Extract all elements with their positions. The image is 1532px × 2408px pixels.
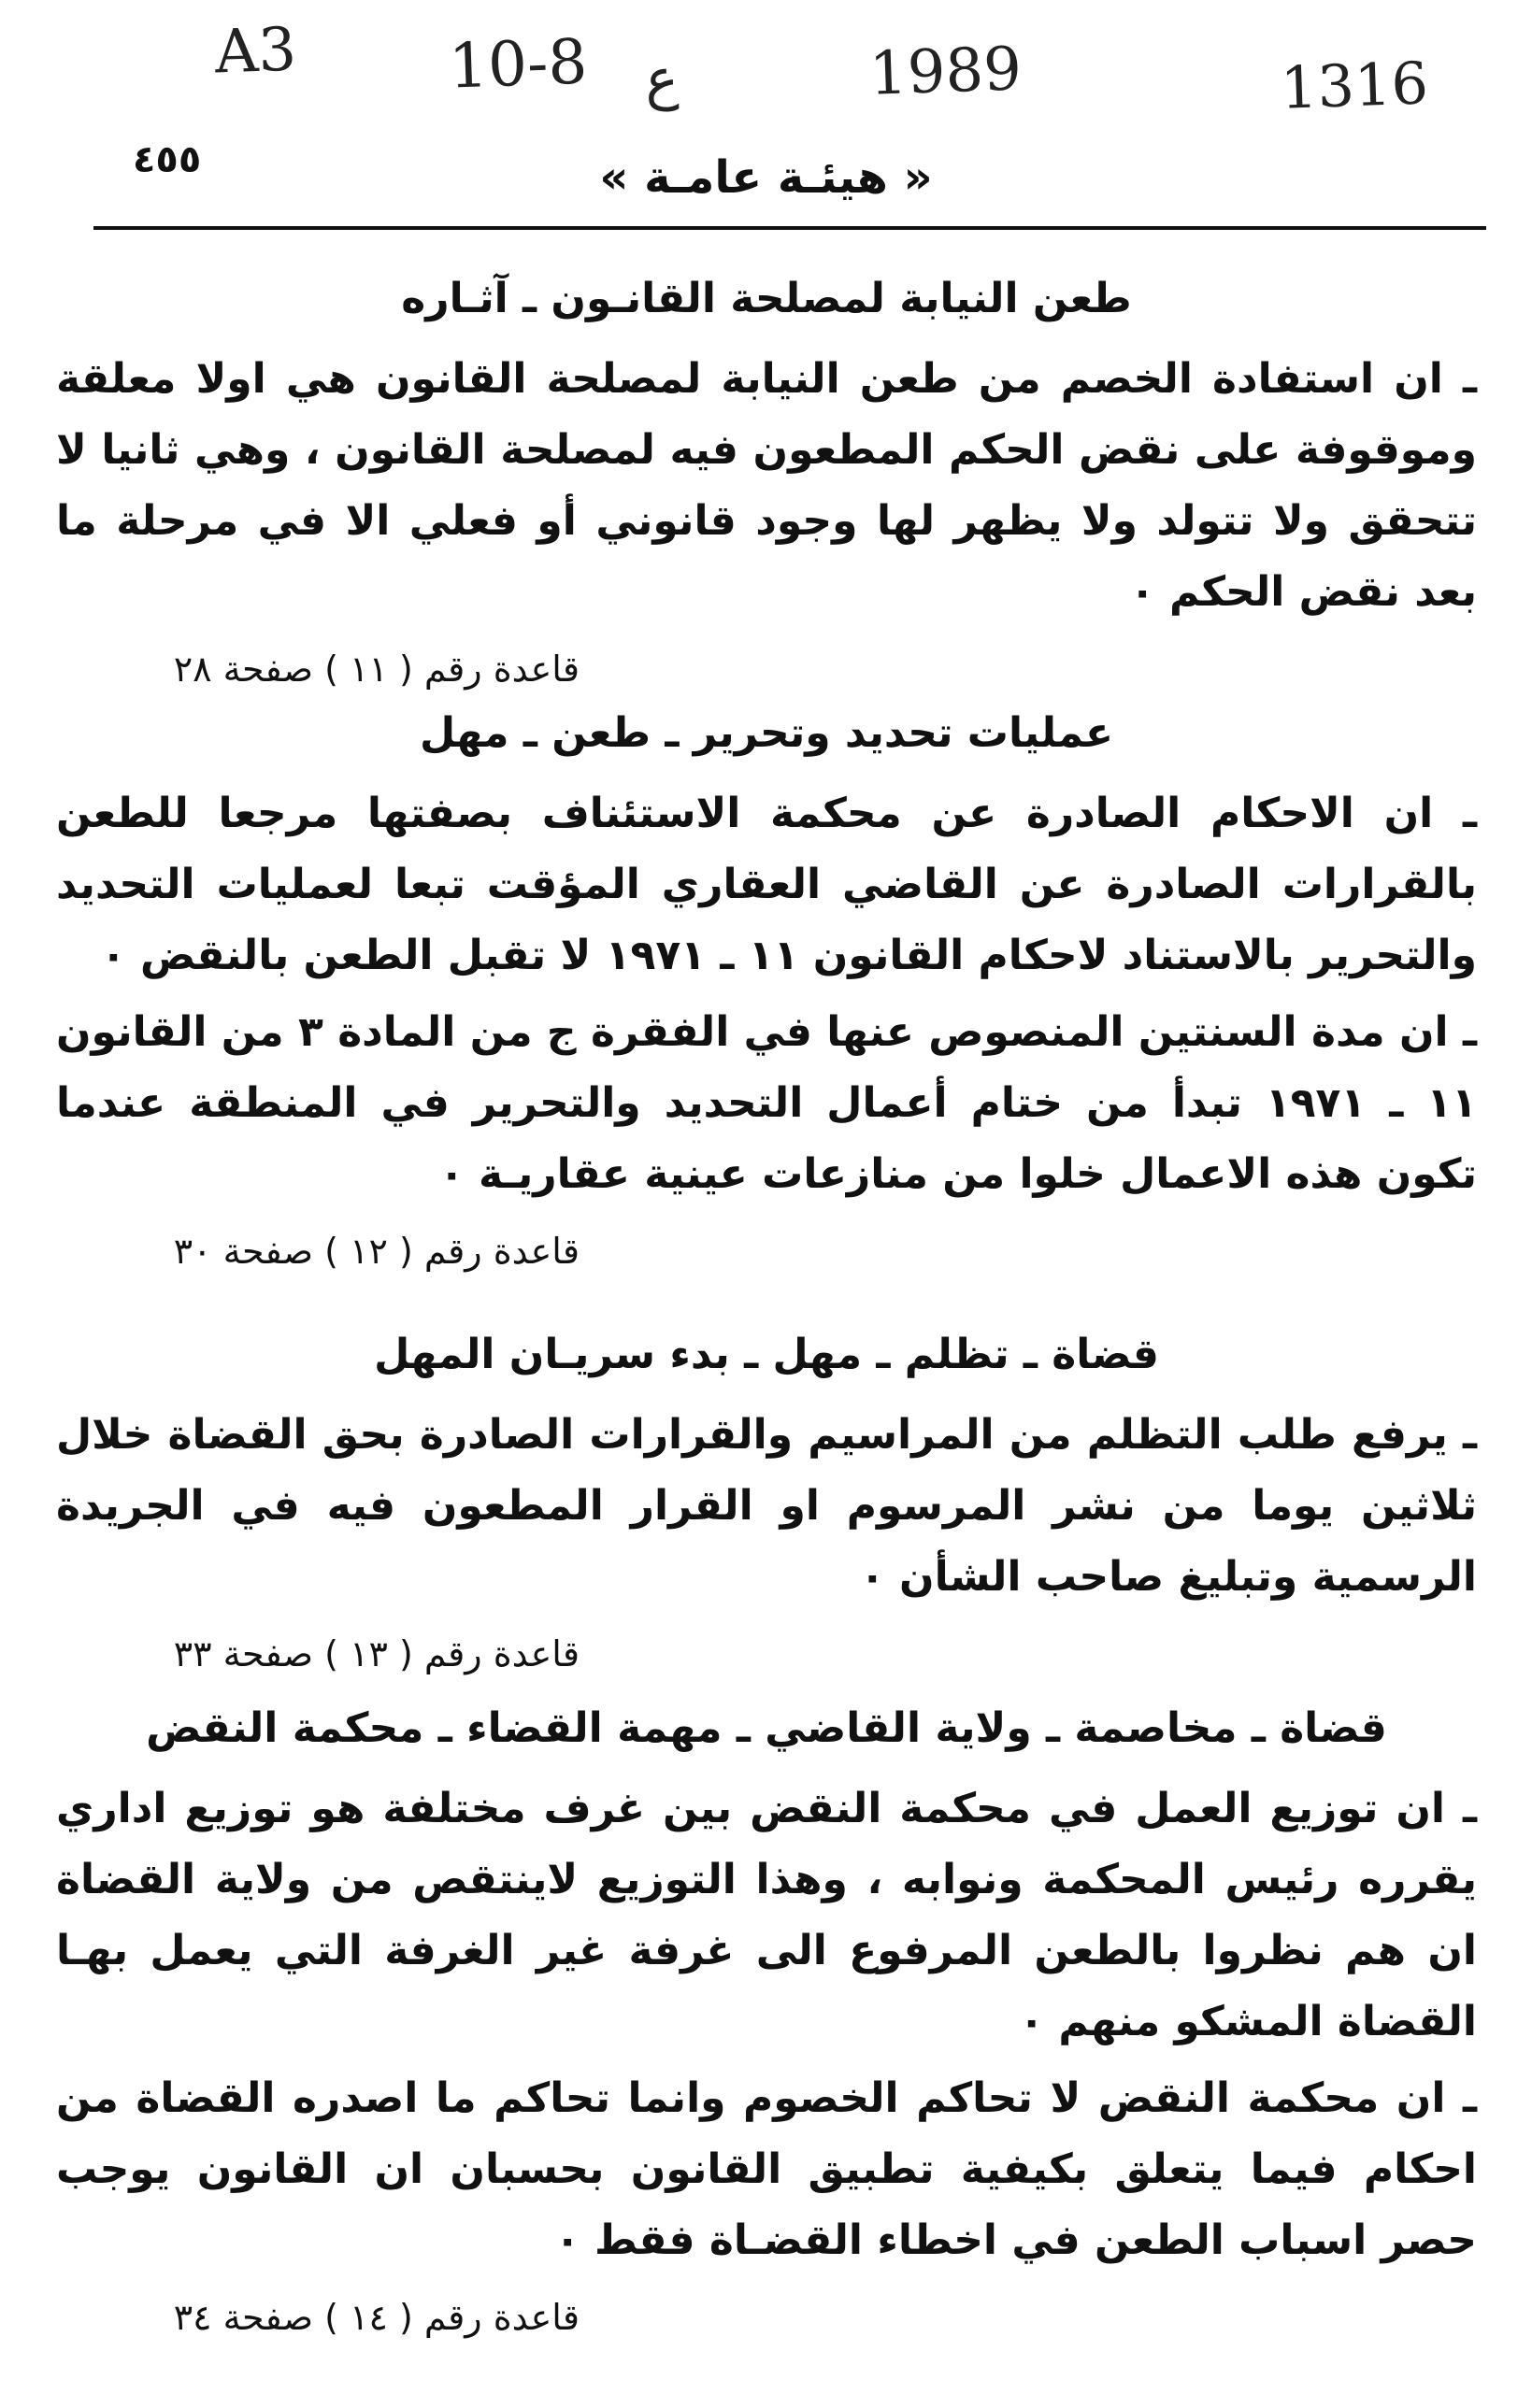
handwritten-year: 1989 (867, 35, 1024, 109)
ruling-2 (56, 705, 1477, 1279)
ruling-reference: قاعدة رقم ( ١٣ ) صفحة ٣٣ (173, 1633, 580, 1674)
header-divider (93, 226, 1486, 230)
ruling-title: قضاة ـ مخاصمة ـ ولاية القاضي ـ مهمة القضاء ـ محكمة النقض (146, 1704, 1387, 1752)
ruling-paragraph: ـ ان محكمة النقض لا تحاكم الخصوم وانما تحاكم ما اصدره القضاة من احكام فيما يتعلق بكيفية تطبيق القانون بحسبان ان القانون يوجب حصر اسباب الطعن في اخطاء القضـاة فقط ٠ (56, 2074, 1477, 2264)
ruling-title: عمليات تحديد وتحرير ـ طعن ـ مهل (419, 709, 1114, 757)
ruling-title: طعن النيابة لمصلحة القانـون ـ آثـاره (401, 275, 1132, 322)
ruling-paragraph: ـ ان مدة السنتين المنصوص عنها في الفقرة ج من المادة ٣ من القانون ١١ ـ ١٩٧١ تبدأ من ختام أعمال التحديد والتحرير في المنطقة عندما تكون هذه الاعمال خلوا من منازعات عينية عقاريـة ٠ (56, 1008, 1477, 1198)
ruling-paragraph: ـ يرفع طلب التظلم من المراسيم والقرارات الصادرة بحق القضاة خلال ثلاثين يوما من نشر المرسوم او القرار المطعون فيه في الجريدة الرسمية وتبليغ صاحب الشأن ٠ (56, 1411, 1477, 1601)
handwritten-number: 1316 (1279, 49, 1430, 122)
ruling-paragraph: ـ ان توزيع العمل في محكمة النقض بين غرف مختلفة هو توزيع اداري يقرره رئيس المحكمة ونوابه ، وهذا التوزيع لاينتقص من ولاية القضاة ان هم نظروا بالطعن المرفوع الى غرفة غير الغرفة التي يعمل بهـا القضاة المشكو منهم ٠ (56, 1785, 1477, 2045)
ruling-reference: قاعدة رقم ( ١٤ ) صفحة ٣٤ (173, 2297, 580, 2338)
handwritten-date: 10-8 (447, 25, 589, 103)
ruling-title: قضاة ـ تظلم ـ مهل ـ بدء سريـان المهل (374, 1331, 1159, 1378)
ruling-1 (56, 271, 1477, 697)
ruling-4 (56, 1701, 1477, 2345)
ruling-3 (56, 1327, 1477, 1682)
handwritten-code: A3 (213, 15, 298, 88)
ruling-reference: قاعدة رقم ( ١١ ) صفحة ٢٨ (173, 648, 580, 690)
ruling-paragraph: ـ ان الاحكام الصادرة عن محكمة الاستئناف بصفتها مرجعا للطعن بالقرارات الصادرة عن القاضي العقاري المؤقت تبعا لعمليات التحديد والتحرير بالاستناد لاحكام القانون ١١ ـ ١٩٧١ لا تقبل الطعن بالنقض ٠ (56, 790, 1477, 979)
page-number: ٤٥٥ (133, 138, 202, 181)
section-header: « هيئـة عامـة » (599, 151, 933, 204)
ruling-reference: قاعدة رقم ( ١٢ ) صفحة ٣٠ (173, 1231, 580, 1272)
handwritten-ayn: ع (643, 46, 680, 113)
ruling-paragraph: ـ ان استفادة الخصم من طعن النيابة لمصلحة القانون هي اولا معلقة وموقوفة على نقض الحكم المطعون فيه لمصلحة القانون ، وهي ثانيا لا تتحقق ولا تتولد ولا يظهر لها وجود قانوني أو فعلي الا في مرحلة ما بعد نقض الحكم ٠ (56, 355, 1477, 616)
